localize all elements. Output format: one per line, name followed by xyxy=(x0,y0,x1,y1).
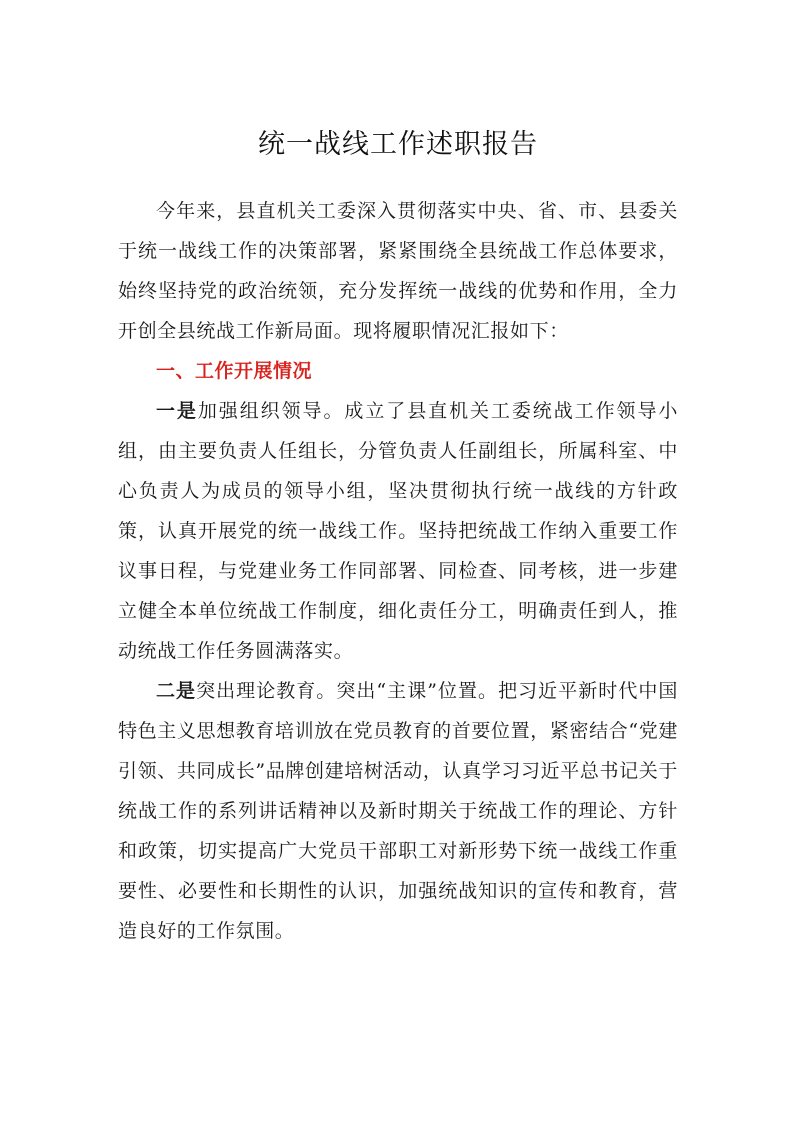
item-lead: 二是 xyxy=(156,680,197,702)
item-paragraph-1 xyxy=(118,391,678,671)
document-page xyxy=(118,118,678,951)
document-title: 统一战线工作述职报告 xyxy=(258,129,538,160)
item-lead: 一是 xyxy=(156,400,198,422)
item-paragraph-2 xyxy=(118,671,678,951)
item-text: 加强组织领导。成立了县直机关工委统战工作领导小组，由主要负责人任组长，分管负责人任副组长，所属科室、中心负责人为成员的领导小组，坚决贯彻执行统一战线的方针政策，认真开展党的统一战线工作。坚持把统战工作纳入重要工作议事日程，与党建业务工作同部署、同检查、同考核，进一步建立健全本单位统战工作制度，细化责任分工，明确责任到人，推动统战工作任务圆满落实。 xyxy=(118,400,678,662)
section-heading: 一、工作开展情况 xyxy=(156,360,313,382)
intro-paragraph: 今年来，县直机关工委深入贯彻落实中央、省、市、县委关于统一战线工作的决策部署，紧紧围绕全县统战工作总体要求，始终坚持党的政治统领，充分发挥统一战线的优势和作用，全力开创全县统战工作新局面。现将履职情况汇报如下： xyxy=(118,200,678,342)
item-text: 突出理论教育。突出“主课”位置。把习近平新时代中国特色主义思想教育培训放在党员教育的首要位置，紧密结合“党建引领、共同成长”品牌创建培树活动，认真学习习近平总书记关于统战工作的系列讲话精神以及新时期关于统战工作的理论、方针和政策，切实提高广大党员干部职工对新形势下统一战线工作重要性、必要性和长期性的认识，加强统战知识的宣传和教育，营造良好的工作氛围。 xyxy=(118,680,678,942)
